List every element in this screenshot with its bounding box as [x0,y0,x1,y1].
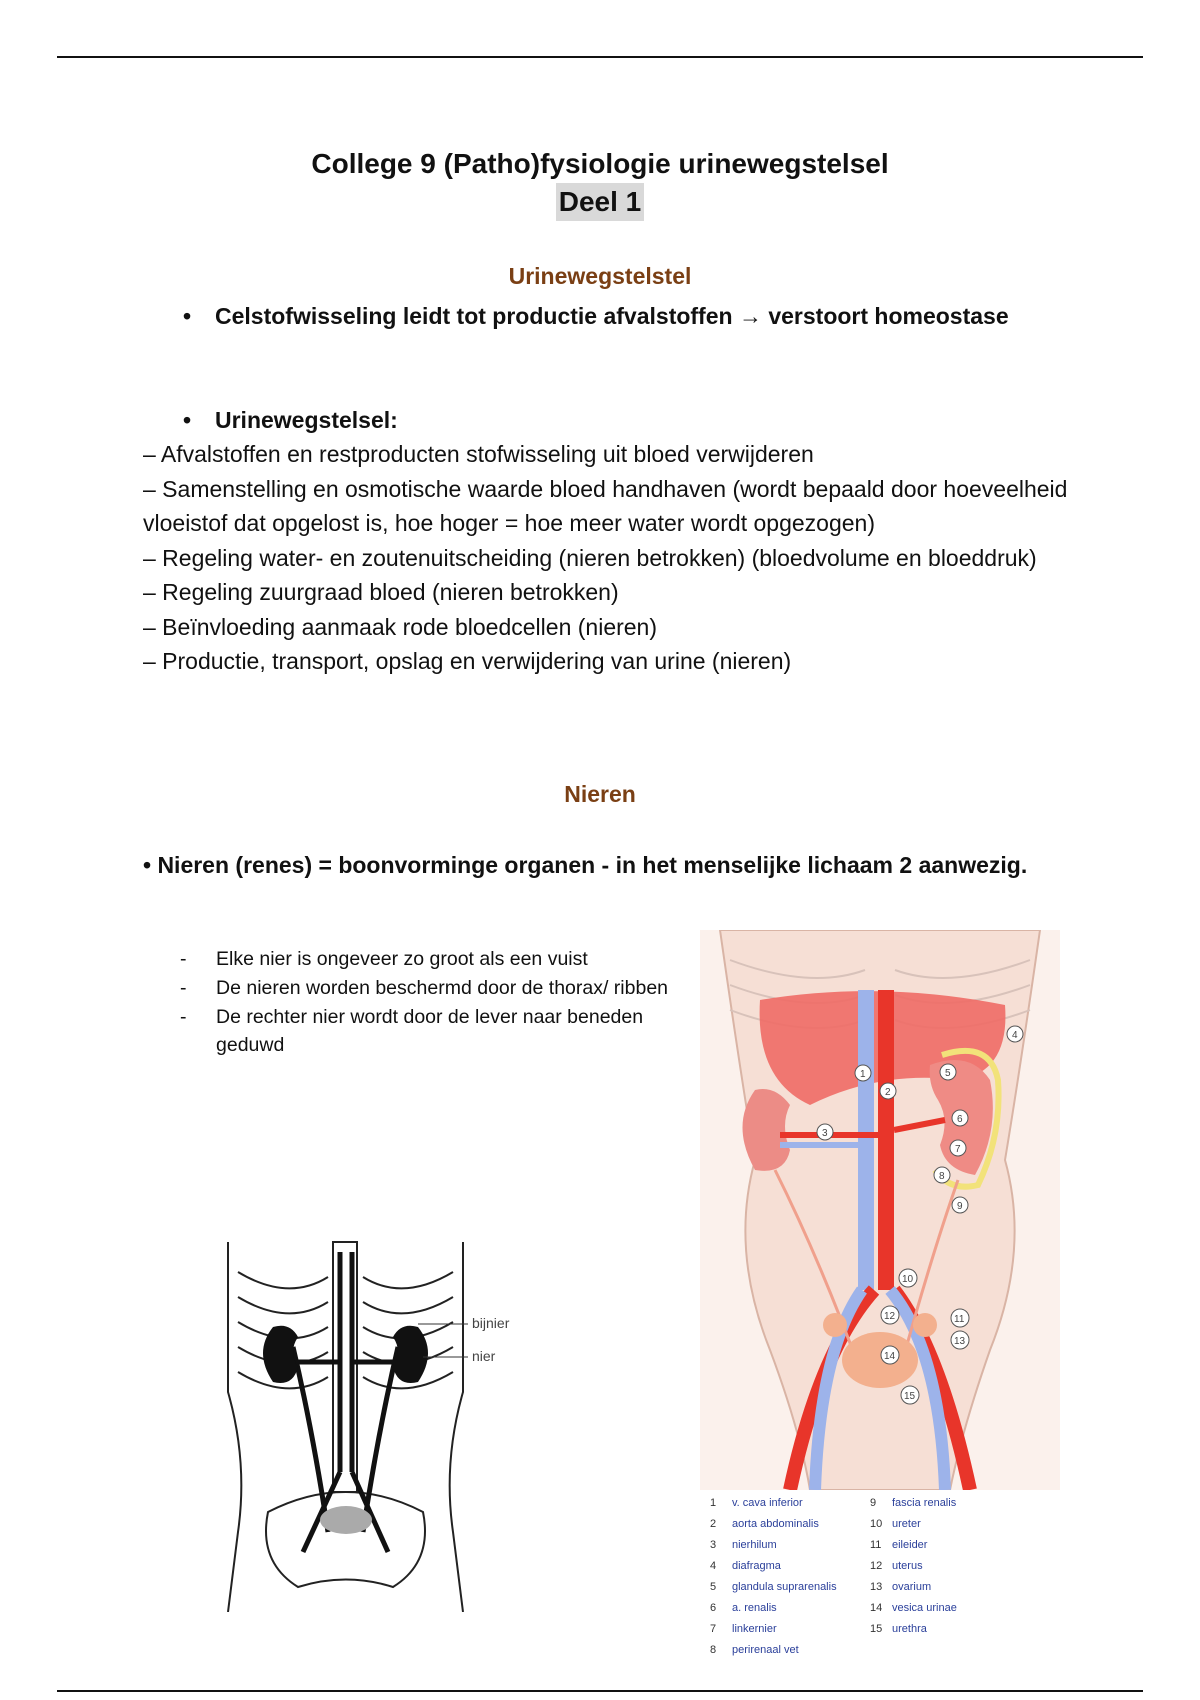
nieren-bullet: • Nieren (renes) = boonvorminge organen - in het menselijke lichaam 2 aanwezig. [143,852,1028,878]
bullet-text: Celstofwisseling leidt tot productie afvalstoffen → verstoort homeostase [215,303,1009,329]
callout-15: 15 [904,1391,916,1402]
legend-item: 9 fascia renalis [870,1497,957,1509]
legend-item: 14 vesica urinae [870,1602,957,1614]
bullet-text: Urinewegstelsel: [215,407,398,433]
function-line: – Regeling zuurgraad bloed (nieren betrokken) [143,579,619,605]
legend-item: 5 glandula suprarenalis [710,1581,837,1593]
legend-item: 1 v. cava inferior [710,1497,803,1509]
list-item-text: De rechter nier wordt door de lever naar beneden geduwd [216,1006,644,1056]
callout-2: 2 [885,1087,891,1098]
function-line: – Beïnvloeding aanmaak rode bloedcellen (nieren) [143,613,658,640]
urinary-anatomy-illustration [700,930,1060,1490]
function-line: – Afvalstoffen en restproducten stofwisseling uit bloed verwijderen [143,441,814,467]
list-item-text: De nieren worden beschermd door de thorax/ ribben [216,977,669,999]
callout-8: 8 [939,1171,945,1182]
legend-column-left [710,1493,837,1661]
callout-6: 6 [957,1114,963,1125]
aorta [878,990,894,1290]
bullet-urinewegstelsel [145,403,1045,437]
function-line: – Samenstelling en osmotische waarde bloed handhaven (wordt bepaald door hoeveelheid vloeistof dat opgelost is, hoe hoger = hoe meer water wordt opgezogen) [143,475,1068,536]
callout-3: 3 [822,1128,828,1139]
list-item: - De nieren worden beschermd door de thorax/ ribben [180,977,669,999]
legend-item: 2 aorta abdominalis [710,1518,819,1530]
bottom-rule [57,1690,1143,1692]
bladder-shape [320,1506,372,1534]
callout-13: 13 [954,1336,966,1347]
function-line: – Regeling water- en zoutenuitscheiding (nieren betrokken) (bloedvolume en bloeddruk) [143,544,1037,571]
bullet-dot: • [183,303,192,329]
callout-4: 4 [1012,1030,1018,1041]
section-heading-nieren: Nieren [564,781,636,807]
legend-item: 11 eileider [870,1539,928,1551]
top-rule [57,56,1143,58]
right-kidney-shape [743,1089,791,1171]
legend-item: 15 urethra [870,1623,927,1635]
torso-kidney-diagram [218,1232,518,1612]
left-kidney-shape [393,1326,428,1383]
list-item-text: Elke nier is ongeveer zo groot als een vuist [216,948,588,970]
legend-item: 13 ovarium [870,1581,932,1593]
callout-12: 12 [884,1311,896,1322]
title-line: College 9 (Patho)fysiologie urinewegstelsel [311,148,889,179]
legend-column-right [870,1493,957,1640]
legend-item: 10 ureter [870,1518,921,1530]
legend-item: 8 perirenaal vet [710,1644,799,1656]
legend-item: 4 diafragma [710,1560,781,1572]
callout-11: 11 [954,1314,965,1325]
callout-10: 10 [902,1274,914,1285]
list-item: - De rechter nier wordt door de lever naar beneden geduwd [180,1006,644,1056]
bullet-dot: • [183,407,192,433]
section-heading-urinewegstelstel: Urinewegstelstel [508,263,692,289]
right-kidney-shape [263,1326,298,1383]
function-list [143,437,1073,679]
callout-5: 5 [945,1068,951,1079]
list-item: - Elke nier is ongeveer zo groot als een vuist [180,948,588,970]
callout-1: 1 [860,1069,866,1080]
callout-7: 7 [955,1144,961,1155]
callout-14: 14 [884,1351,896,1362]
label-bijnier: bijnier [472,1315,510,1331]
uterus-shape [842,1332,918,1388]
label-nier: nier [472,1348,496,1364]
vena-cava [858,990,874,1290]
bullet-celstofwisseling [145,299,1045,369]
nieren-sublist [178,945,688,1060]
callout-9: 9 [957,1201,963,1212]
legend-item: 3 nierhilum [710,1539,777,1551]
function-line: – Productie, transport, opslag en verwijdering van urine (nieren) [143,648,792,674]
subtitle-highlight: Deel 1 [556,183,645,221]
page-title [0,145,1200,221]
legend-item: 12 uterus [870,1560,923,1572]
legend-item: 6 a. renalis [710,1602,777,1614]
legend-item: 7 linkernier [710,1623,777,1635]
